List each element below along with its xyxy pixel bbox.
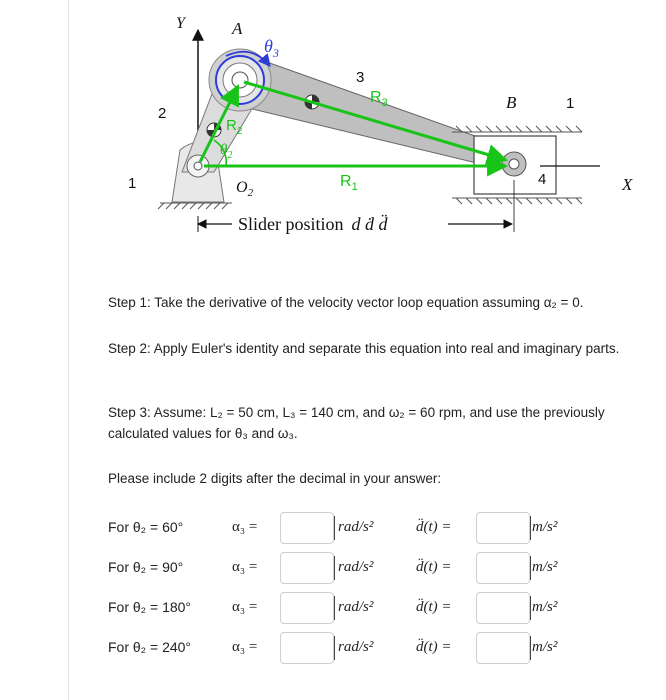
d-ddot-label: d̈(t) = [416,559,452,575]
alpha3-input[interactable] [280,632,334,664]
divider [334,516,335,540]
d-ddot-label: d̈(t) = [416,639,452,655]
slider-crank-diagram [0,0,666,250]
divider [334,636,335,660]
alpha3-label: α₃ = [232,599,258,615]
divider [530,636,531,660]
d-ddot-unit: m/s² [532,639,558,655]
label-r3: $R_3$ [370,89,388,109]
theta-label: For θ₂ = 180° [108,599,192,615]
joint-b [502,152,526,176]
alpha3-unit: rad/s² [338,599,374,615]
d-ddot-input[interactable] [476,632,530,664]
d-ddot-label: d̈(t) = [416,599,452,615]
label-o2: $O_2$ [236,179,254,199]
label-link2-num: 2 [158,105,167,122]
theta-label: For θ₂ = 240° [108,639,192,655]
step-3-text: Step 3: Assume: L₂ = 50 cm, L₃ = 140 cm, and ω₂ = 60 rpm, and use the previously calculated values for θ₃ and ω₃. [108,405,605,441]
alpha3-label: α₃ = [232,519,258,535]
alpha3-unit: rad/s² [338,559,374,575]
d-ddot-input[interactable] [476,592,530,624]
d-ddot-label: d̈(t) = [416,519,452,535]
alpha3-input[interactable] [280,512,334,544]
label-theta3: $\theta_3$ [264,36,279,60]
label-point-a: A [232,19,243,38]
d-ddot-input[interactable] [476,552,530,584]
label-link3-num: 3 [356,69,365,86]
alpha3-label: α₃ = [232,639,258,655]
answer-row-60 [108,512,628,546]
label-ground-num: 1 [128,175,137,192]
label-r1: $R_1$ [340,173,358,193]
divider [334,596,335,620]
alpha3-input[interactable] [280,592,334,624]
slider-guide-bottom [452,198,582,204]
d-ddot-unit: m/s² [532,559,558,575]
divider [530,556,531,580]
slider-guide-top [452,126,582,132]
ground-hatch-o2 [158,203,232,209]
d-ddot-input[interactable] [476,512,530,544]
theta-label: For θ₂ = 60° [108,519,184,535]
step-2-text: Step 2: Apply Euler's identity and separate this equation into real and imaginary parts. [108,341,620,356]
answer-row-90 [108,552,628,586]
alpha3-input[interactable] [280,552,334,584]
d-ddot-unit: m/s² [532,519,558,535]
divider [530,516,531,540]
alpha3-label: α₃ = [232,559,258,575]
label-axis-y: Y [176,15,185,32]
divider [530,596,531,620]
answer-row-240 [108,632,628,666]
label-slider-num: 4 [538,171,547,188]
label-r2: $R_2$ [226,117,243,137]
instruction-text: Please include 2 digits after the decimal in your answer: [108,471,442,486]
divider [334,556,335,580]
label-axis-x: X [622,175,633,194]
alpha3-unit: rad/s² [338,519,374,535]
label-theta2: $\theta_2$ [220,142,233,161]
label-point-b: B [506,93,517,112]
step-1-text: Step 1: Take the derivative of the velocity vector loop equation assuming α₂ = 0. [108,295,584,310]
d-ddot-unit: m/s² [532,599,558,615]
answer-row-180 [108,592,628,626]
theta-label: For θ₂ = 90° [108,559,184,575]
alpha3-unit: rad/s² [338,639,374,655]
label-slider-ground-num: 1 [566,95,575,112]
label-slider-caption: Slider position d ḋ d̈ [238,214,388,234]
